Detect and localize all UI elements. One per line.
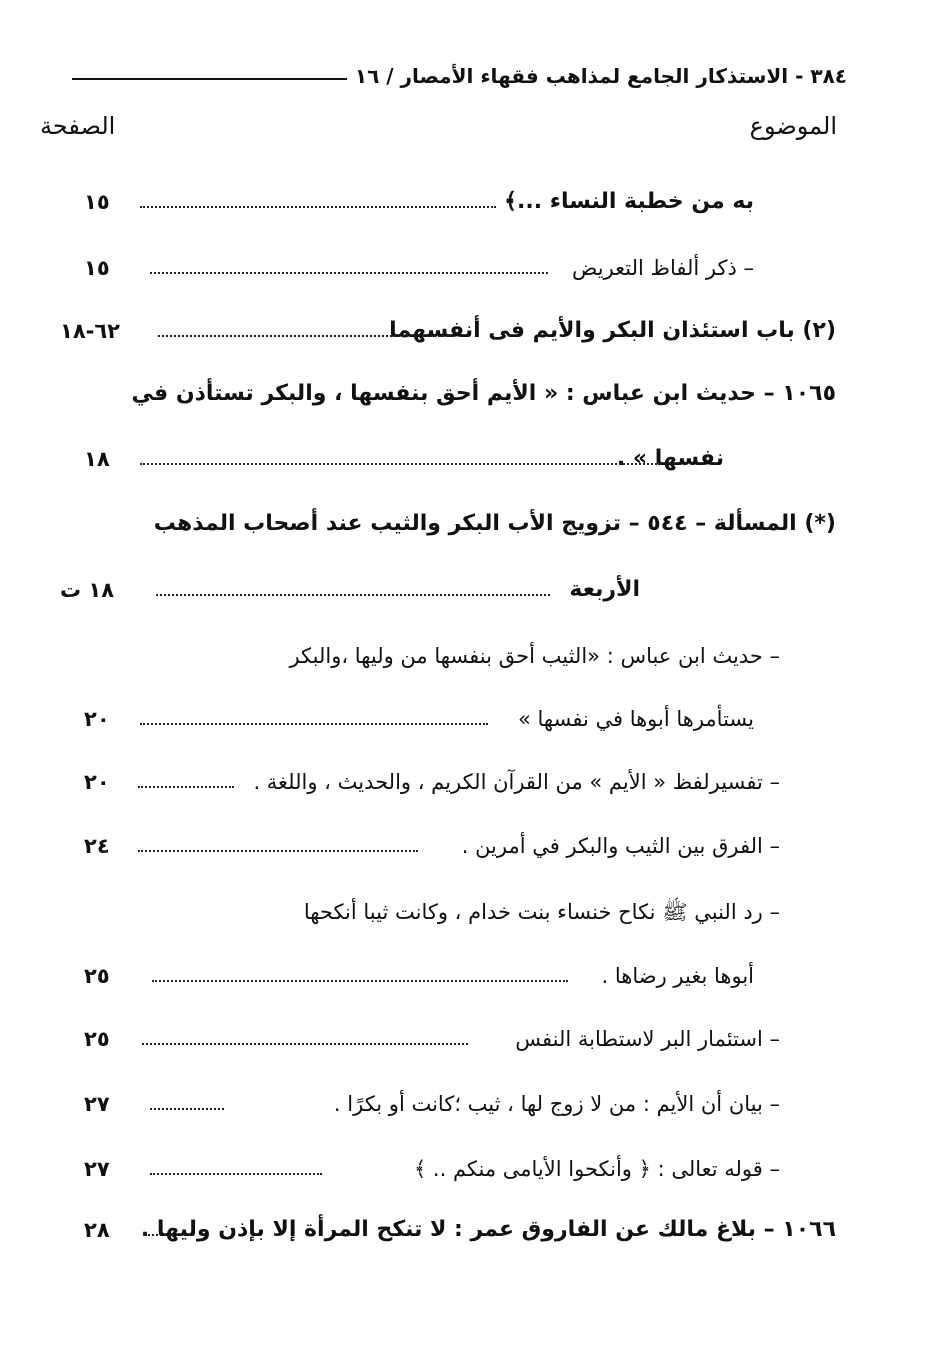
toc-entry-title: (٢) باب استئذان البكر والأيم فى أنفسهما	[389, 318, 836, 343]
toc-entry-title: – قوله تعالى : ﴿ وأنكحوا الأيامى منكم .. ﴾	[413, 1157, 780, 1181]
toc-entry-page: ٢٠	[84, 770, 110, 794]
toc-entry-page: ٢٠	[84, 707, 110, 731]
toc-entry-title: الأربعة	[569, 577, 640, 602]
running-title: ٣٨٤ - الاستذكار الجامع لمذاهب فقهاء الأمصار / ١٦	[354, 64, 847, 88]
toc-entry-title: – رد النبي ﷺ نكاح خنساء بنت خدام ، وكانت ثيبا أنكحها	[303, 900, 780, 924]
toc-entry-page: ٢٧	[84, 1092, 110, 1116]
toc-entry-page: ٢٥	[84, 1027, 110, 1051]
toc-entry-title: – ذكر ألفاظ التعريض	[572, 256, 754, 280]
dot-leader	[150, 272, 548, 274]
toc-entry-page: ٢٥	[84, 964, 110, 988]
dot-leader	[150, 1173, 322, 1175]
toc-entry	[60, 244, 850, 292]
toc-entry	[60, 695, 850, 743]
toc-entry-title: يستأمرها أبوها في نفسها »	[518, 707, 754, 731]
toc-entry-title: – الفرق بين الثيب والبكر في أمرين .	[461, 834, 780, 858]
toc-entry	[60, 435, 850, 483]
dot-leader	[156, 594, 550, 596]
subject-column-heading: الموضوع	[749, 112, 837, 140]
toc-entry	[60, 952, 850, 1000]
toc-entry	[60, 370, 850, 418]
toc-entry-page: ٢٤	[84, 834, 110, 858]
toc-entry	[60, 888, 850, 936]
toc-entry-page: ١٥	[84, 190, 110, 214]
toc-entry-title: (*) المسألة – ٥٤٤ – تزويج الأب البكر والثيب عند أصحاب المذهب	[153, 511, 836, 536]
dot-leader	[138, 850, 418, 852]
toc-entry-title: – تفسيرلفظ « الأيم » من القرآن الكريم ، والحديث ، واللغة .	[253, 770, 780, 794]
toc-entry	[60, 758, 850, 806]
header-rule	[72, 78, 347, 80]
toc-entry	[60, 566, 850, 614]
toc-entry	[60, 1080, 850, 1128]
page-column-heading: الصفحة	[40, 112, 116, 140]
dot-leader	[140, 723, 488, 725]
toc-entry	[60, 632, 850, 680]
dot-leader	[144, 1234, 194, 1236]
toc-entry-title: أبوها بغير رضاها .	[601, 964, 754, 988]
toc-entry	[60, 1015, 850, 1063]
toc-entry	[60, 178, 850, 226]
dot-leader	[138, 786, 234, 788]
dot-leader	[142, 1043, 468, 1045]
toc-entry-page: ٦٢-١٨	[60, 319, 120, 343]
toc-entry-page: ٢٧	[84, 1157, 110, 1181]
dot-leader	[152, 980, 568, 982]
toc-entry	[60, 500, 850, 548]
toc-entry	[60, 307, 850, 355]
toc-entry-title: به من خطبة النساء ...﴾	[504, 189, 754, 214]
dot-leader	[140, 206, 496, 208]
toc-entry-page: ١٥	[84, 256, 110, 280]
toc-entry-title: ١٠٦٦ – بلاغ مالك عن الفاروق عمر : لا تنكح المرأة إلا بإذن وليها .	[140, 1217, 836, 1242]
dot-leader	[158, 335, 452, 337]
toc-entry-title: – حديث ابن عباس : «الثيب أحق بنفسها من وليها ،والبكر	[289, 644, 780, 668]
dot-leader	[150, 1108, 224, 1110]
toc-entry-page: ١٨	[84, 447, 110, 471]
toc-entry-title: – استئمار البر لاستطابة النفس	[515, 1027, 780, 1051]
running-header	[72, 58, 847, 88]
toc-entry-page: ١٨ ت	[60, 578, 115, 602]
dot-leader	[140, 463, 660, 465]
toc-entry-title: – بيان أن الأيم : من لا زوج لها ، ثيب ؛كانت أو بكرًا .	[333, 1092, 780, 1116]
toc-entry	[60, 1206, 850, 1254]
toc-entry-page: ٢٨	[84, 1218, 110, 1242]
toc-entry-title: نفسها » .	[616, 446, 724, 471]
toc-entry	[60, 822, 850, 870]
toc-entry-title: ١٠٦٥ – حديث ابن عباس : « الأيم أحق بنفسها ، والبكر تستأذن في	[131, 381, 836, 406]
toc-entry	[60, 1145, 850, 1193]
